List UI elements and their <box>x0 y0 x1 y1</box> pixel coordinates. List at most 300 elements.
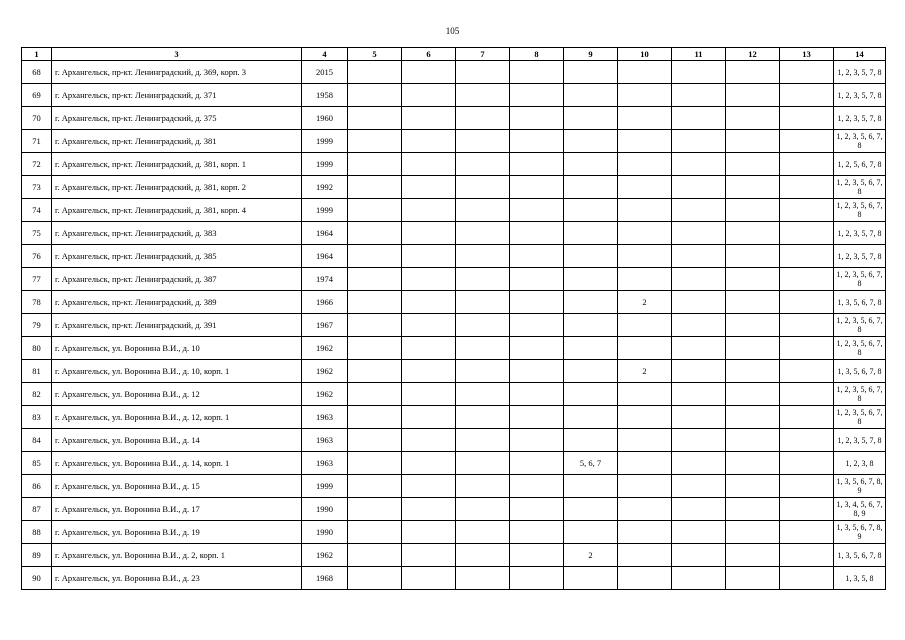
table-cell <box>672 291 726 314</box>
table-row <box>22 544 886 567</box>
table-cell <box>564 383 618 406</box>
table-cell: 1999 <box>302 130 348 153</box>
table-cell <box>618 567 672 590</box>
table-cell <box>618 107 672 130</box>
table-cell <box>618 498 672 521</box>
table-cell <box>456 521 510 544</box>
table-cell <box>510 475 564 498</box>
table-cell: 1, 2, 3, 8 <box>834 452 886 475</box>
table-cell <box>456 222 510 245</box>
table-row <box>22 360 886 383</box>
table-row <box>22 337 886 360</box>
table-cell: 1999 <box>302 475 348 498</box>
table-cell <box>780 268 834 291</box>
table-cell <box>402 406 456 429</box>
address-cell: г. Архангельск, пр-кт. Ленинградский, д. 375 <box>52 107 302 130</box>
table-cell <box>348 452 402 475</box>
table-cell <box>618 314 672 337</box>
table-row <box>22 130 886 153</box>
table-header-row <box>22 48 886 61</box>
table-cell <box>564 521 618 544</box>
table-cell: 1, 3, 5, 6, 7, 8 <box>834 544 886 567</box>
table-cell <box>564 314 618 337</box>
table-row <box>22 61 886 84</box>
table-cell <box>672 360 726 383</box>
table-cell <box>510 222 564 245</box>
table-cell <box>348 245 402 268</box>
table-row <box>22 475 886 498</box>
table-cell <box>456 61 510 84</box>
address-cell: г. Архангельск, ул. Воронина В.И., д. 12, корп. 1 <box>52 406 302 429</box>
table-cell <box>456 314 510 337</box>
table-cell <box>726 521 780 544</box>
column-header: 14 <box>834 48 886 61</box>
address-cell: г. Архангельск, пр-кт. Ленинградский, д. 383 <box>52 222 302 245</box>
table-cell: 1962 <box>302 383 348 406</box>
address-cell: г. Архангельск, ул. Воронина В.И., д. 10 <box>52 337 302 360</box>
table-cell <box>348 291 402 314</box>
table-cell <box>780 337 834 360</box>
table-cell <box>672 521 726 544</box>
address-cell: г. Архангельск, пр-кт. Ленинградский, д. 381, корп. 2 <box>52 176 302 199</box>
table-cell <box>510 452 564 475</box>
table-cell <box>780 567 834 590</box>
table-cell <box>456 107 510 130</box>
table-cell <box>780 153 834 176</box>
row-number-cell: 69 <box>22 84 52 107</box>
table-cell <box>456 406 510 429</box>
table-cell <box>618 268 672 291</box>
table-cell <box>672 61 726 84</box>
table-cell <box>618 61 672 84</box>
column-header: 3 <box>52 48 302 61</box>
table-cell <box>348 521 402 544</box>
table-cell <box>618 475 672 498</box>
column-header: 8 <box>510 48 564 61</box>
table-cell <box>510 291 564 314</box>
row-number-cell: 84 <box>22 429 52 452</box>
table-cell: 1, 2, 3, 5, 7, 8 <box>834 107 886 130</box>
table-cell: 1, 2, 3, 5, 6, 7, 8 <box>834 406 886 429</box>
table-cell: 1, 2, 3, 5, 6, 7, 8 <box>834 268 886 291</box>
table-cell <box>672 153 726 176</box>
table-cell <box>348 84 402 107</box>
table-cell <box>456 199 510 222</box>
table-cell: 1958 <box>302 84 348 107</box>
table-cell <box>780 406 834 429</box>
table-cell <box>726 498 780 521</box>
table-cell: 2 <box>618 360 672 383</box>
table-cell: 1, 2, 3, 5, 6, 7, 8 <box>834 314 886 337</box>
table-cell <box>780 291 834 314</box>
table-cell <box>726 406 780 429</box>
table-cell <box>348 107 402 130</box>
table-cell <box>456 383 510 406</box>
table-cell <box>402 153 456 176</box>
column-header: 4 <box>302 48 348 61</box>
table-cell <box>510 245 564 268</box>
row-number-cell: 90 <box>22 567 52 590</box>
table-cell <box>672 498 726 521</box>
address-cell: г. Архангельск, пр-кт. Ленинградский, д. 389 <box>52 291 302 314</box>
table-cell <box>672 475 726 498</box>
page-number: 105 <box>445 26 460 36</box>
table-cell <box>510 314 564 337</box>
table-cell <box>402 61 456 84</box>
row-number-cell: 73 <box>22 176 52 199</box>
table-cell <box>402 107 456 130</box>
table-cell <box>618 452 672 475</box>
table-cell: 1, 3, 4, 5, 6, 7, 8, 9 <box>834 498 886 521</box>
table-cell <box>510 429 564 452</box>
table-cell <box>402 314 456 337</box>
table-cell <box>402 84 456 107</box>
table-cell <box>402 222 456 245</box>
table-cell <box>456 291 510 314</box>
address-cell: г. Архангельск, ул. Воронина В.И., д. 14 <box>52 429 302 452</box>
table-cell: 1, 2, 3, 5, 6, 7, 8 <box>834 176 886 199</box>
table-cell <box>564 153 618 176</box>
table-cell <box>780 475 834 498</box>
table-cell <box>726 291 780 314</box>
table-cell: 1, 3, 5, 8 <box>834 567 886 590</box>
table-cell <box>672 383 726 406</box>
table-cell <box>672 199 726 222</box>
table-cell <box>402 521 456 544</box>
table-row <box>22 452 886 475</box>
table-cell: 1964 <box>302 245 348 268</box>
table-cell: 2015 <box>302 61 348 84</box>
table-cell: 1963 <box>302 452 348 475</box>
table-cell <box>510 360 564 383</box>
table-cell <box>510 153 564 176</box>
table-cell <box>564 84 618 107</box>
table-cell: 1, 2, 3, 5, 6, 7, 8 <box>834 199 886 222</box>
address-cell: г. Архангельск, пр-кт. Ленинградский, д. 387 <box>52 268 302 291</box>
address-cell: г. Архангельск, пр-кт. Ленинградский, д. 371 <box>52 84 302 107</box>
table-cell <box>348 383 402 406</box>
table-cell: 1, 2, 5, 6, 7, 8 <box>834 153 886 176</box>
table-cell <box>510 406 564 429</box>
table-cell <box>618 130 672 153</box>
column-header: 7 <box>456 48 510 61</box>
table-row <box>22 498 886 521</box>
table-cell: 1, 3, 5, 6, 7, 8, 9 <box>834 475 886 498</box>
table-cell <box>780 61 834 84</box>
table-cell <box>402 360 456 383</box>
address-cell: г. Архангельск, пр-кт. Ленинградский, д. 381, корп. 4 <box>52 199 302 222</box>
table-cell <box>726 176 780 199</box>
address-cell: г. Архангельск, пр-кт. Ленинградский, д. 381 <box>52 130 302 153</box>
table-body <box>22 61 886 590</box>
table-cell: 1, 2, 3, 5, 6, 7, 8 <box>834 130 886 153</box>
table-cell <box>456 153 510 176</box>
table-cell <box>510 130 564 153</box>
table-cell: 1974 <box>302 268 348 291</box>
address-cell: г. Архангельск, ул. Воронина В.И., д. 23 <box>52 567 302 590</box>
table-cell <box>672 429 726 452</box>
table-cell: 1999 <box>302 199 348 222</box>
table-row <box>22 521 886 544</box>
table-cell <box>726 452 780 475</box>
column-header: 13 <box>780 48 834 61</box>
address-cell: г. Архангельск, ул. Воронина В.И., д. 10, корп. 1 <box>52 360 302 383</box>
table-cell <box>618 245 672 268</box>
table-cell: 1990 <box>302 521 348 544</box>
table-cell <box>726 268 780 291</box>
table-cell: 1, 2, 3, 5, 7, 8 <box>834 84 886 107</box>
table-cell: 1962 <box>302 544 348 567</box>
table-cell <box>402 452 456 475</box>
table-cell <box>780 222 834 245</box>
table-cell <box>726 429 780 452</box>
table-cell <box>510 268 564 291</box>
table-cell <box>402 291 456 314</box>
row-number-cell: 89 <box>22 544 52 567</box>
address-cell: г. Архангельск, ул. Воронина В.И., д. 15 <box>52 475 302 498</box>
table-cell: 1992 <box>302 176 348 199</box>
table-row <box>22 199 886 222</box>
table-cell <box>456 84 510 107</box>
table-cell <box>564 567 618 590</box>
column-header: 11 <box>672 48 726 61</box>
row-number-cell: 79 <box>22 314 52 337</box>
table-cell <box>456 337 510 360</box>
table-cell <box>564 222 618 245</box>
table-cell <box>348 61 402 84</box>
table-cell <box>618 544 672 567</box>
address-cell: г. Архангельск, ул. Воронина В.И., д. 17 <box>52 498 302 521</box>
table-cell <box>672 544 726 567</box>
table-cell <box>402 544 456 567</box>
table-cell <box>618 222 672 245</box>
row-number-cell: 88 <box>22 521 52 544</box>
table-cell <box>456 130 510 153</box>
table-cell <box>726 567 780 590</box>
table-cell <box>402 498 456 521</box>
table-cell <box>348 222 402 245</box>
row-number-cell: 72 <box>22 153 52 176</box>
column-header: 5 <box>348 48 402 61</box>
table-cell <box>348 130 402 153</box>
table-cell <box>510 107 564 130</box>
table-row <box>22 153 886 176</box>
table-cell <box>510 84 564 107</box>
column-header: 10 <box>618 48 672 61</box>
table-cell <box>402 429 456 452</box>
table-cell <box>672 314 726 337</box>
housing-registry-table <box>21 47 886 590</box>
table-cell <box>672 84 726 107</box>
table-cell <box>726 222 780 245</box>
table-cell <box>780 107 834 130</box>
table-cell <box>348 544 402 567</box>
address-cell: г. Архангельск, ул. Воронина В.И., д. 19 <box>52 521 302 544</box>
table-cell <box>510 567 564 590</box>
table-cell: 1963 <box>302 406 348 429</box>
table-cell <box>780 176 834 199</box>
table-cell <box>456 498 510 521</box>
row-number-cell: 71 <box>22 130 52 153</box>
table-cell <box>726 360 780 383</box>
table-cell <box>510 383 564 406</box>
table-cell <box>618 337 672 360</box>
row-number-cell: 78 <box>22 291 52 314</box>
table-cell <box>348 360 402 383</box>
address-cell: г. Архангельск, пр-кт. Ленинградский, д. 385 <box>52 245 302 268</box>
table-cell <box>618 199 672 222</box>
table-cell <box>348 406 402 429</box>
table-cell: 1964 <box>302 222 348 245</box>
table-cell <box>726 544 780 567</box>
table-cell <box>456 429 510 452</box>
table-cell: 1, 2, 3, 5, 6, 7, 8 <box>834 383 886 406</box>
table-cell <box>348 176 402 199</box>
table-cell <box>510 61 564 84</box>
table-cell <box>348 153 402 176</box>
table-cell <box>456 452 510 475</box>
table-cell <box>780 360 834 383</box>
table-cell <box>672 567 726 590</box>
row-number-cell: 68 <box>22 61 52 84</box>
table-cell <box>348 498 402 521</box>
table-cell <box>564 268 618 291</box>
table-cell: 2 <box>618 291 672 314</box>
row-number-cell: 75 <box>22 222 52 245</box>
table-cell <box>348 199 402 222</box>
table-cell <box>456 567 510 590</box>
table-cell <box>564 199 618 222</box>
table-cell <box>510 337 564 360</box>
table-cell <box>402 475 456 498</box>
table-cell <box>402 130 456 153</box>
table-cell: 1, 3, 5, 6, 7, 8, 9 <box>834 521 886 544</box>
table-cell <box>726 130 780 153</box>
table-cell <box>726 61 780 84</box>
table-cell <box>672 452 726 475</box>
table-cell <box>780 130 834 153</box>
table-row <box>22 84 886 107</box>
table-cell: 1990 <box>302 498 348 521</box>
table-cell <box>726 107 780 130</box>
table-cell <box>348 567 402 590</box>
table-row <box>22 406 886 429</box>
table-cell: 1960 <box>302 107 348 130</box>
table-cell <box>456 544 510 567</box>
table-cell <box>348 429 402 452</box>
table-cell: 1, 2, 3, 5, 7, 8 <box>834 429 886 452</box>
table-cell <box>402 383 456 406</box>
table-cell <box>564 61 618 84</box>
table-cell <box>672 107 726 130</box>
table-cell <box>618 406 672 429</box>
table-row <box>22 383 886 406</box>
table-cell <box>348 268 402 291</box>
table-cell <box>564 406 618 429</box>
table-cell: 5, 6, 7 <box>564 452 618 475</box>
table-cell <box>402 176 456 199</box>
table-cell <box>780 429 834 452</box>
table-cell <box>564 475 618 498</box>
table-cell <box>726 84 780 107</box>
table-cell <box>780 84 834 107</box>
table-row <box>22 268 886 291</box>
table-row <box>22 176 886 199</box>
table-cell <box>456 176 510 199</box>
table-cell <box>726 199 780 222</box>
table-cell <box>564 176 618 199</box>
table-cell <box>618 84 672 107</box>
table-cell <box>456 360 510 383</box>
table-cell: 1967 <box>302 314 348 337</box>
table-cell <box>564 360 618 383</box>
address-cell: г. Архангельск, ул. Воронина В.И., д. 2, корп. 1 <box>52 544 302 567</box>
table-cell <box>672 268 726 291</box>
table-cell <box>510 544 564 567</box>
table-cell <box>402 199 456 222</box>
table-cell <box>780 199 834 222</box>
table-cell <box>564 337 618 360</box>
table-cell <box>510 199 564 222</box>
table-cell <box>618 383 672 406</box>
table-row <box>22 314 886 337</box>
column-header: 12 <box>726 48 780 61</box>
column-header: 9 <box>564 48 618 61</box>
table-row <box>22 429 886 452</box>
address-cell: г. Архангельск, пр-кт. Ленинградский, д. 369, корп. 3 <box>52 61 302 84</box>
table-cell <box>726 245 780 268</box>
table-cell <box>618 521 672 544</box>
table-cell: 1, 2, 3, 5, 7, 8 <box>834 222 886 245</box>
table-cell: 1, 2, 3, 5, 6, 7, 8 <box>834 337 886 360</box>
table-cell <box>510 521 564 544</box>
row-number-cell: 70 <box>22 107 52 130</box>
row-number-cell: 82 <box>22 383 52 406</box>
table-cell <box>672 130 726 153</box>
table-row <box>22 245 886 268</box>
address-cell: г. Архангельск, ул. Воронина В.И., д. 12 <box>52 383 302 406</box>
table-cell <box>402 245 456 268</box>
table-cell: 2 <box>564 544 618 567</box>
table-cell <box>672 222 726 245</box>
table-cell: 1962 <box>302 337 348 360</box>
table-cell <box>510 498 564 521</box>
table-cell <box>348 314 402 337</box>
table-cell <box>780 498 834 521</box>
table-row <box>22 567 886 590</box>
table-cell: 1966 <box>302 291 348 314</box>
table-cell <box>780 245 834 268</box>
table-cell <box>672 176 726 199</box>
address-cell: г. Архангельск, ул. Воронина В.И., д. 14, корп. 1 <box>52 452 302 475</box>
table-cell <box>402 268 456 291</box>
address-cell: г. Архангельск, пр-кт. Ленинградский, д. 391 <box>52 314 302 337</box>
row-number-cell: 86 <box>22 475 52 498</box>
table-cell <box>726 314 780 337</box>
table-row <box>22 291 886 314</box>
table-cell <box>564 291 618 314</box>
table-cell <box>726 337 780 360</box>
table-row <box>22 107 886 130</box>
table-cell <box>348 475 402 498</box>
row-number-cell: 77 <box>22 268 52 291</box>
table-cell <box>672 337 726 360</box>
table-cell <box>456 268 510 291</box>
table-cell: 1, 2, 3, 5, 7, 8 <box>834 245 886 268</box>
row-number-cell: 76 <box>22 245 52 268</box>
table-cell <box>348 337 402 360</box>
table-cell <box>672 245 726 268</box>
